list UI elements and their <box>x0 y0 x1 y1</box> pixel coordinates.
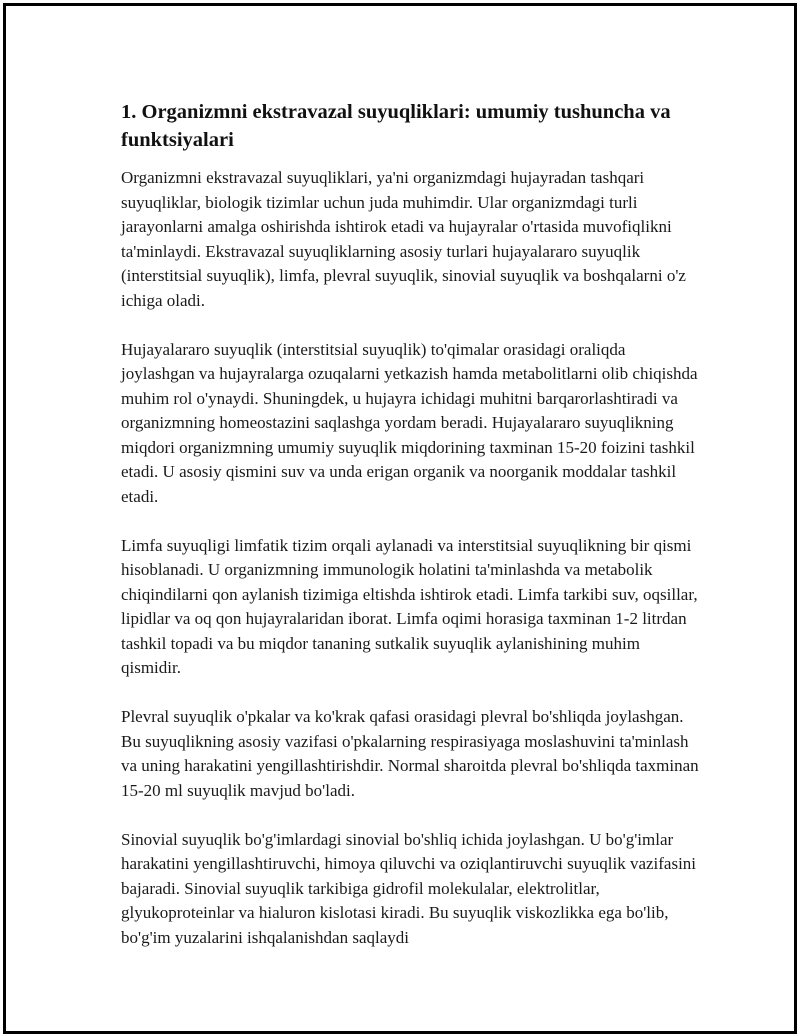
paragraph-intro: Organizmni ekstravazal suyuqliklari, ya'ni organizmdagi hujayradan tashqari suyuqliklar, biologik tizimlar uchun juda muhimdir. Ular organizmdagi turli jarayonlarni amalga oshirishda ishtirok etadi va hujayralar o'rtasida muvofiqlikni ta'minlaydi. Ekstravazal suyuqliklarning asosiy turlari hujayalararo suyuqlik (interstitsial suyuqlik), limfa, plevral suyuqlik, sinovial suyuqlik va boshqalarni o'z ichiga oladi. <box>121 168 686 310</box>
paragraph-interstitial: Hujayalararo suyuqlik (interstitsial suyuqlik) to'qimalar orasidagi oraliqda joylashgan va hujayralarga ozuqalarni yetkazish hamda metabolitlarni olib chiqishda muhim rol o'ynaydi. Shuningdek, u hujayra ichidagi muhitni barqarorlashtiradi va organizmning homeostazini saqlashga yordam beradi. Hujayalararo suyuqlikning miqdori organizmning umumiy suyuqlik miqdorining taxminan 15-20 foizini tashkil etadi. U asosiy qismini suv va unda erigan organik va noorganik moddalar tashkil etadi. <box>121 339 698 506</box>
paragraph-lymph: Limfa suyuqligi limfatik tizim orqali aylanadi va interstitsial suyuqlikning bir qismi hisoblanadi. U organizmning immunologik holatini ta'minlashda va metabolik chiqindilarni qon aylanish tizimiga eltishda ishtirok etadi. Limfa tarkibi suv, oqsillar, lipidlar va oq qon hujayralaridan iborat. Limfa oqimi horasiga taxminan 1-2 litrdan tashkil topadi va bu miqdor tananing sutkalik suyuqlik aylanishining muhim qismidir. <box>121 535 698 677</box>
page-frame <box>3 3 797 1034</box>
section-heading: 1. Organizmni ekstravazal suyuqliklari: umumiy tushuncha va funktsiyalari <box>121 101 671 151</box>
paragraph-synovial: Sinovial suyuqlik bo'g'imlardagi sinovial bo'shliq ichida joylashgan. U bo'g'imlar harakatini yengillashtiruvchi, himoya qiluvchi va oziqlantiruvchi suyuqlik vazifasini bajaradi. Sinovial suyuqlik tarkibiga gidrofil molekulalar, elektrolitlar, glyukoproteinlar va hialuron kislotasi kiradi. Bu suyuqlik viskozlikka ega bo'lib, bo'g'im yuzalarini ishqalanishdan saqlaydi <box>121 829 697 947</box>
document-body <box>121 98 701 975</box>
paragraph-pleural: Plevral suyuqlik o'pkalar va ko'krak qafasi orasidagi plevral bo'shliqda joylashgan. Bu suyuqlikning asosiy vazifasi o'pkalarning respirasiyaga moslashuvini ta'minlash va uning harakatini yengillashtirishdir. Normal sharoitda plevral bo'shliqda taxminan 15-20 ml suyuqlik mavjud bo'ladi. <box>121 707 699 800</box>
